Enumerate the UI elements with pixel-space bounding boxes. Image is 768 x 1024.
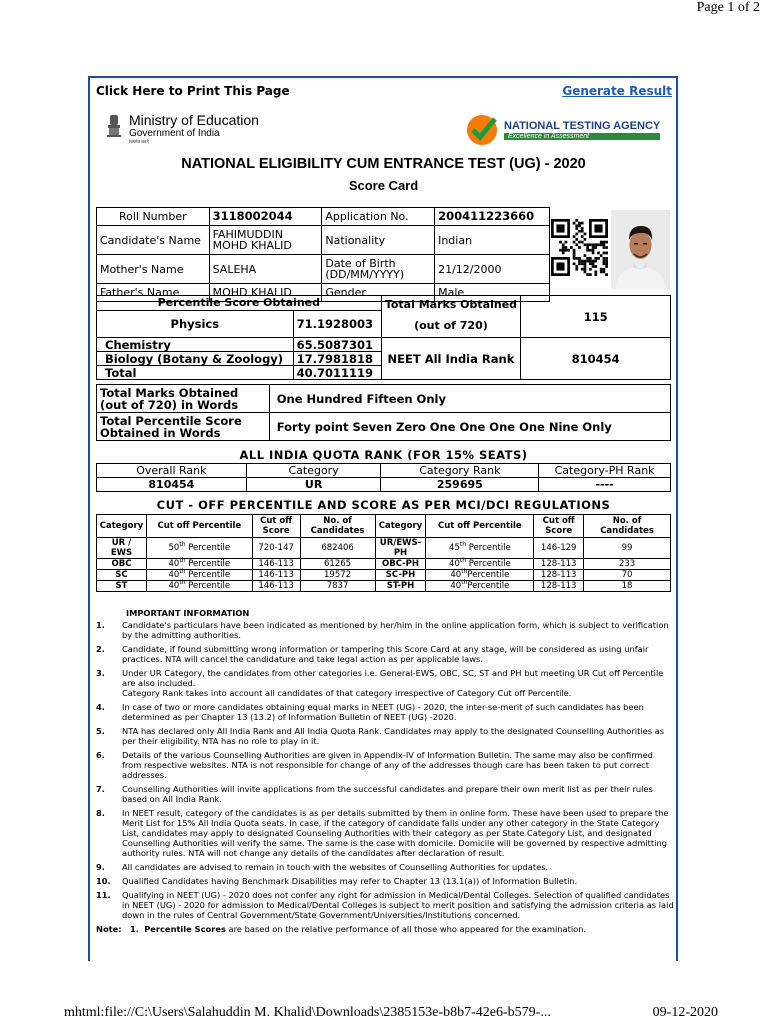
cutoff-percentile: 40th Percentile — [146, 581, 252, 592]
father-name-label: Father's Name — [97, 284, 210, 302]
percentile-words-label-2: Obtained in Words — [100, 425, 221, 440]
candidate-name-line2: MOHD KHALID — [212, 239, 292, 252]
cutoff-candidates: 7837 — [300, 581, 375, 592]
total-marks-sub: (out of 720) — [414, 319, 488, 332]
cutoff-score: 720-147 — [252, 538, 300, 559]
cutoff-percentile-ph: 40thPercentile — [426, 581, 534, 592]
cutoff-category: SC — [97, 570, 147, 581]
cutoff-candidates-ph: 18 — [584, 581, 671, 592]
nta-tagline: Excellence in Assessment — [504, 133, 660, 140]
candidate-name-line1: FAHIMUDDIN — [212, 228, 283, 241]
category-value: UR — [246, 478, 381, 492]
rank-label: NEET All India Rank — [381, 338, 521, 380]
nta-logo — [465, 113, 660, 147]
government-name: Government of India — [129, 128, 220, 139]
important-info-header: IMPORTANT INFORMATION — [126, 608, 250, 618]
cutoff-score-ph: 128-113 — [534, 581, 584, 592]
info-item: 3. Under UR Category, the candidates from other categories i.e. General-EWS, OBC, SC, ST and PH but meeting UR Cut off Percentile are also included. Category Rank takes into account all candidates of that category irrespective of Category Cut off Percentile. — [96, 668, 664, 698]
dob-label-line2: (DD/MM/YYYY) — [325, 268, 405, 281]
cutoff-title: CUT - OFF PERCENTILE AND SCORE AS PER MCI/DCI REGULATIONS — [156, 498, 611, 512]
application-label: Application No. — [322, 208, 435, 226]
cutoff-candidates-ph: 99 — [584, 538, 671, 559]
cutoff-table — [96, 514, 671, 592]
cutoff-candidates-ph: 233 — [584, 559, 671, 570]
cutoff-header-category: Category — [97, 515, 147, 538]
quota-header: Category — [246, 464, 381, 478]
page-title: NATIONAL ELIGIBILITY CUM ENTRANCE TEST (UG) - 2020 — [181, 156, 586, 172]
cutoff-category-ph: SC-PH — [375, 570, 426, 581]
cutoff-score-ph: 128-113 — [534, 559, 584, 570]
important-information — [96, 608, 674, 938]
cutoff-category: EWS — [110, 548, 133, 558]
cutoff-score: 146-113 — [252, 581, 300, 592]
page-subtitle: Score Card — [348, 178, 419, 193]
cutoff-header-percentile: Cut off Percentile — [426, 515, 534, 538]
note-item: Note: 1. Percentile Scores are based on the relative performance of all those who appeared for the examination. — [96, 924, 587, 934]
cutoff-score: 146-113 — [252, 559, 300, 570]
rank-value: 810454 — [521, 338, 671, 380]
note-label: Note: — [96, 924, 122, 934]
quota-title: ALL INDIA QUOTA RANK (FOR 15% SEATS) — [239, 448, 528, 462]
scores-table — [96, 295, 671, 380]
subject-name: Total — [97, 366, 294, 380]
marks-words-label-1: Total Marks Obtained — [100, 385, 239, 400]
mother-name-value: SALEHA — [209, 255, 322, 284]
cutoff-header-percentile: Cut off Percentile — [146, 515, 252, 538]
dob-value: 21/12/2000 — [435, 255, 550, 284]
percentile-words-value: Forty point Seven Zero One One One One Nine Only — [269, 413, 670, 441]
mother-name-label: Mother's Name — [97, 255, 210, 284]
page-number: Page 1 of 2 — [696, 0, 760, 15]
cutoff-candidates: 61265 — [300, 559, 375, 570]
cutoff-header-candidates: No. of — [612, 516, 642, 526]
category-ph-rank-value: ---- — [539, 478, 671, 492]
gender-value: Male — [435, 284, 550, 302]
cutoff-candidates: 682406 — [300, 538, 375, 559]
cutoff-percentile-ph: 45th Percentile — [426, 538, 534, 559]
ministry-name: Ministry of Education — [129, 112, 259, 128]
emblem-motto: सत्यमेव जयते — [129, 139, 149, 144]
percentile-words-label-1: Total Percentile Score — [100, 413, 242, 428]
info-item: 8. In NEET result, category of the candidates is as per details submitted by them in online form. These have been used to prepare the Merit List for 15% All India Quota seats. In case, if the category of candidate falls under any other category in the State Category List, candidates may apply to designated Counseling Authorities with their category as per State Category List, and designated Counselling Authorities will verify the same. The same is the case with domicile. Domicile will be governed by respective admitting authority rules. NTA will not change any details of the candidates after declaration of result. — [96, 808, 669, 858]
cutoff-score-ph: 146-129 — [534, 538, 584, 559]
file-path: mhtml:file://C:\Users\Salahuddin M. Khalid\Downloads\2385153e-b8b7-42e6-b579-... — [64, 1005, 551, 1020]
info-item: 6. Details of the various Counselling Authorities are given in Appendix-IV of Information Bulletin. The same may also be confirmed from respective websites. NTA is not responsible for change of any of the addresses though care has been taken to put correct addresses. — [96, 750, 653, 780]
info-item: 11. Qualifying in NEET (UG) - 2020 does not confer any right for admission in Medical/Dental Colleges. Selection of qualified candidates in NEET (UG) - 2020 for admission to Medical/Dental Colleges is subject to merit position and satisfying the admission criteria as laid down in the rules of Central Government/State Government/Universities/Institutions concerned. — [96, 890, 674, 920]
ministry-logo — [104, 113, 259, 145]
cutoff-score: 146-113 — [252, 570, 300, 581]
info-item: 9. All candidates are advised to remain in touch with the websites of Counselling Authorities for updates. — [96, 862, 549, 872]
print-link[interactable]: Click Here to Print This Page — [96, 84, 290, 98]
subject-score: 40.7011119 — [293, 366, 381, 380]
qr-code-icon — [551, 219, 608, 276]
overall-rank-value: 810454 — [97, 478, 247, 492]
roll-value: 3118002044 — [209, 208, 322, 226]
subject-score: 71.1928003 — [293, 311, 381, 338]
cutoff-category-ph: PH — [393, 548, 408, 558]
quota-header: Category Rank — [381, 464, 539, 478]
cutoff-score-ph: 128-113 — [534, 570, 584, 581]
category-rank-value: 259695 — [381, 478, 539, 492]
subject-score: 65.5087301 — [293, 338, 381, 352]
cutoff-row — [97, 538, 671, 559]
info-item: 4. In case of two or more candidates obtaining equal marks in NEET (UG) - 2020, the inter-se-merit of such candidates has been determined as per Chapter 13 (13.2) of Information Bulletin of NEET (UG) -2020. — [96, 702, 644, 722]
nta-check-icon — [465, 113, 501, 147]
cutoff-category-ph: ST-PH — [375, 581, 426, 592]
marks-words-label-2: (out of 720) in Words — [100, 397, 239, 412]
emblem-icon — [104, 113, 124, 145]
cutoff-category: OBC — [97, 559, 147, 570]
cutoff-row — [97, 581, 671, 592]
application-value: 200411223660 — [435, 208, 550, 226]
nationality-label: Nationality — [322, 226, 435, 255]
quota-header: Overall Rank — [97, 464, 247, 478]
words-table — [96, 384, 671, 441]
cutoff-header-category: Category — [375, 515, 426, 538]
cutoff-percentile: 40th Percentile — [146, 570, 252, 581]
subject-name: Physics — [97, 311, 294, 338]
cutoff-category: ST — [97, 581, 147, 592]
quota-header: Category-PH Rank — [539, 464, 671, 478]
dob-label-line1: Date of Birth — [325, 257, 396, 270]
info-item: 7. Counselling Authorities will invite applications from the successful candidates and prepare their own merit list as per their rules based on All India Rank. — [96, 784, 653, 804]
cutoff-percentile: 40th Percentile — [146, 559, 252, 570]
nta-name: NATIONAL TESTING AGENCY — [504, 120, 661, 132]
cutoff-header-candidates: Candidates — [600, 526, 654, 536]
print-date: 09-12-2020 — [652, 1005, 718, 1020]
cutoff-category: UR / — [111, 538, 132, 548]
cutoff-percentile: 50th Percentile — [146, 538, 252, 559]
candidate-table — [96, 207, 550, 302]
cutoff-percentile-ph: 40th Percentile — [426, 559, 534, 570]
info-item: 5. NTA has declared only All India Rank and All India Quota Rank. Candidates may apply to the designated Counselling Authorities as per their eligibility. NTA has no role to play in it. — [96, 726, 665, 746]
info-item: 10. Qualified Candidates having Benchmark Disabilities may refer to Chapter 13 (13.1(a)) of Information Bulletin. — [96, 876, 578, 886]
subject-name: Biology (Botany & Zoology) — [97, 352, 294, 366]
gender-label: Gender — [322, 284, 435, 302]
nationality-value: Indian — [435, 226, 550, 255]
cutoff-percentile-ph: 40thPercentile — [426, 570, 534, 581]
cutoff-header-candidates: Candidates — [310, 526, 365, 536]
candidate-name-label: Candidate's Name — [97, 226, 210, 255]
cutoff-header-candidates: No. of — [323, 516, 352, 526]
father-name-value: MOHD KHALID — [209, 284, 322, 302]
subject-name: Chemistry — [97, 338, 294, 352]
subject-score: 17.7981818 — [293, 352, 381, 366]
cutoff-category-ph: UR/EWS- — [379, 538, 422, 548]
cutoff-header-score: Cut off — [542, 516, 575, 526]
cutoff-category-ph: OBC-PH — [375, 559, 426, 570]
roll-label: Roll Number — [97, 208, 210, 226]
total-marks-value: 115 — [521, 296, 671, 338]
cutoff-header-score: Cut off — [260, 516, 293, 526]
cutoff-header-score: Score — [262, 526, 290, 536]
generate-result-link[interactable]: Generate Result — [562, 84, 672, 98]
cutoff-header-score: Score — [545, 526, 573, 536]
total-marks-header: Total Marks Obtained — [384, 298, 518, 311]
candidate-photo — [611, 210, 670, 289]
cutoff-candidates-ph: 70 — [584, 570, 671, 581]
quota-table — [96, 463, 671, 492]
percentile-header: Percentile Score Obtained — [97, 296, 382, 311]
info-item: 1. Candidate's particulars have been indicated as mentioned by her/him in the online application form, which is subject to verification by the admitting authorities. — [96, 620, 669, 640]
cutoff-candidates: 19572 — [300, 570, 375, 581]
marks-words-value: One Hundred Fifteen Only — [269, 385, 670, 413]
info-item: 2. Candidate, if found submitting wrong information or tampering this Score Card at any stage, will be considered as using unfair practices. NTA will cancel the candidature and take legal action as per applicable laws. — [96, 644, 649, 664]
